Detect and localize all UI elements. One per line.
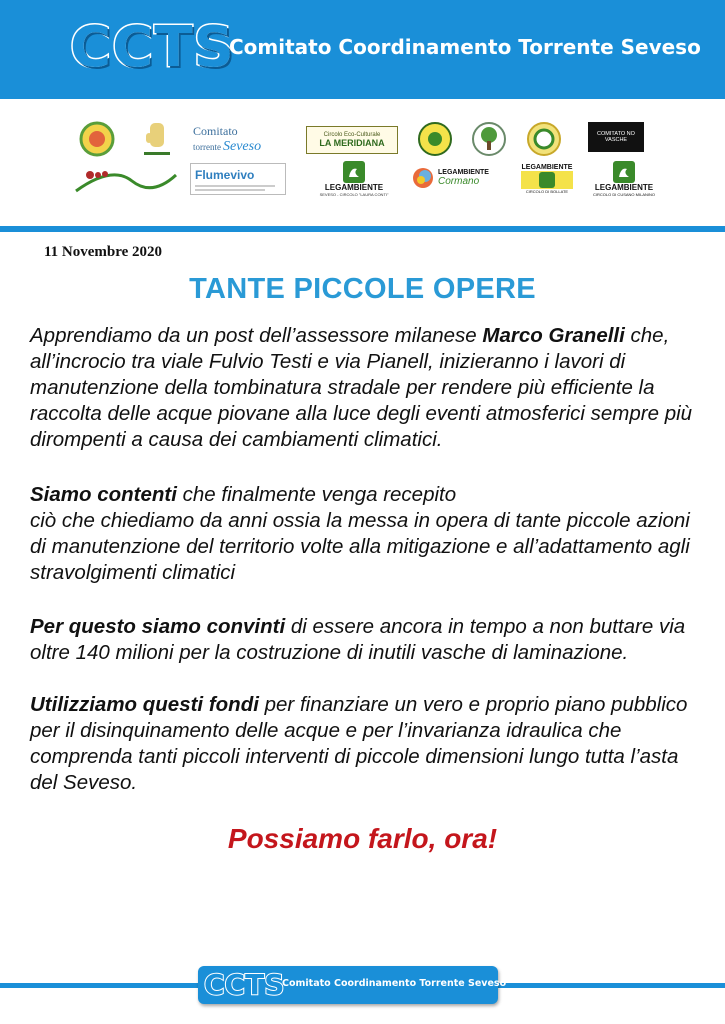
- logo-bollate-sub: CIRCOLO DI BOLLATE: [525, 189, 569, 194]
- paragraph-4: [30, 692, 700, 796]
- footer-title: Comitato Coordinamento Torrente Seveso: [282, 978, 507, 989]
- logo-green-ring: [526, 121, 562, 157]
- logo-comitato-no-vasche: [588, 122, 644, 152]
- separator-rule: [0, 226, 725, 232]
- paragraph-2-text-b: che finalmente venga recepito: [176, 483, 457, 506]
- logo-bollate-legambiente: LEGAMBIENTE: [521, 164, 573, 171]
- logo-torrente-word: torrente: [193, 141, 221, 152]
- logo-hand: [140, 119, 174, 159]
- logo-cormano-legambiente: LEGAMBIENTE: [438, 169, 489, 176]
- ring-emblem-icon: [526, 121, 562, 157]
- closing-slogan: Possiamo farlo, ora!: [227, 823, 498, 854]
- logo-no-vasche-text: COMITATO NO VASCHE: [597, 131, 635, 143]
- bollate-swan-icon: [521, 171, 573, 189]
- logo-cusano-sub: CIRCOLO DI CUSANO MILANINO: [592, 192, 655, 197]
- hand-icon: [140, 119, 174, 159]
- logo-meridiana-sub: Circolo Eco-Culturale: [323, 132, 381, 138]
- logo-circle-yellow: [79, 121, 115, 157]
- paragraph-4-bold: Utilizziamo questi fondi: [30, 693, 259, 716]
- logo-legambiente-cusano: [590, 157, 658, 201]
- logo-flumevivo: [190, 163, 286, 195]
- logo-flumevivo-name: Flumevivo: [195, 167, 255, 182]
- round-emblem-icon: [79, 121, 115, 157]
- footer-ccts-logo: CCTS: [204, 968, 285, 1001]
- logo-cormano-name: Cormano: [438, 176, 480, 187]
- legambiente-swan-icon: [343, 161, 365, 183]
- logo-round-legambiente: [417, 121, 453, 157]
- logo-comitato-torrente-seveso: [193, 121, 289, 157]
- logo-legambiente-seveso-name: LEGAMBIENTE: [324, 183, 384, 192]
- logo-tree: [471, 121, 507, 157]
- cusano-swan-icon: [613, 161, 635, 183]
- logo-legambiente-bollate: [516, 157, 578, 201]
- round-seal-icon: [417, 121, 453, 157]
- tree-icon: [471, 121, 507, 157]
- partner-logos: [0, 99, 725, 225]
- press-title: TANTE PICCOLE OPERE: [189, 273, 536, 305]
- ant-swoosh-icon: [72, 161, 178, 199]
- paragraph-1-text-a: Apprendiamo da un post dell’assessore milanese: [30, 324, 483, 347]
- paragraph-4-text-b: per finanziare un vero e proprio piano pubblico per il disinquinamento delle acque e per l’invarianza idraulica che comprenda tanti piccoli interventi di piccole dimensioni lungo tutta l’asta del Seveso.: [30, 693, 688, 794]
- paragraph-2-text-c: ciò che chiediamo da anni ossia la messa in opera di tante piccole azioni di manutenzione del territorio volte alla mitigazione e all’adattamento agli stravolgimenti climatici: [30, 509, 690, 584]
- logo-legambiente-seveso-sub: SEVESO - CIRCOLO "LAURA CONTI": [319, 192, 389, 197]
- header-title: Comitato Coordinamento Torrente Seveso: [229, 35, 701, 59]
- paragraph-1-text-c: che, all’incrocio tra viale Fulvio Testi e via Pianell, inizieranno i lavori di manutenzione della tombinatura stradale per rendere più efficiente la raccolta delle acque piovane alla luce degli eventi atmosferici sempre più dirompenti a causa dei cambiamenti climatici.: [30, 324, 693, 451]
- logo-ants: [72, 161, 178, 199]
- colorful-swirl-icon: [411, 166, 435, 190]
- paragraph-1: [30, 323, 700, 453]
- logo-cusano-legambiente: LEGAMBIENTE: [594, 183, 654, 192]
- footer-badge: [198, 966, 507, 1004]
- press-date: 11 Novembre 2020: [44, 244, 163, 260]
- logo-comitato-word: Comitato: [193, 123, 238, 138]
- logo-meridiana-name: LA MERIDIANA: [319, 138, 385, 148]
- logo-legambiente-cormano: [411, 165, 497, 191]
- logo-la-meridiana: [306, 126, 398, 154]
- paragraph-3: [30, 614, 700, 666]
- paragraph-3-text-b: di essere ancora in tempo a non buttare via oltre 140 milioni per la costruzione di inutili vasche di laminazione.: [30, 615, 686, 664]
- paragraph-2-bold: Siamo contenti: [30, 483, 177, 506]
- paragraph-3-bold: Per questo siamo convinti: [30, 615, 286, 638]
- paragraph-1-bold: Marco Granelli: [482, 324, 625, 347]
- logo-seveso-word: Seveso: [222, 138, 262, 154]
- ccts-logo: CCTS: [70, 15, 235, 80]
- header-banner: [0, 0, 725, 99]
- paragraph-2: [30, 482, 700, 586]
- logo-legambiente-seveso: [312, 157, 396, 201]
